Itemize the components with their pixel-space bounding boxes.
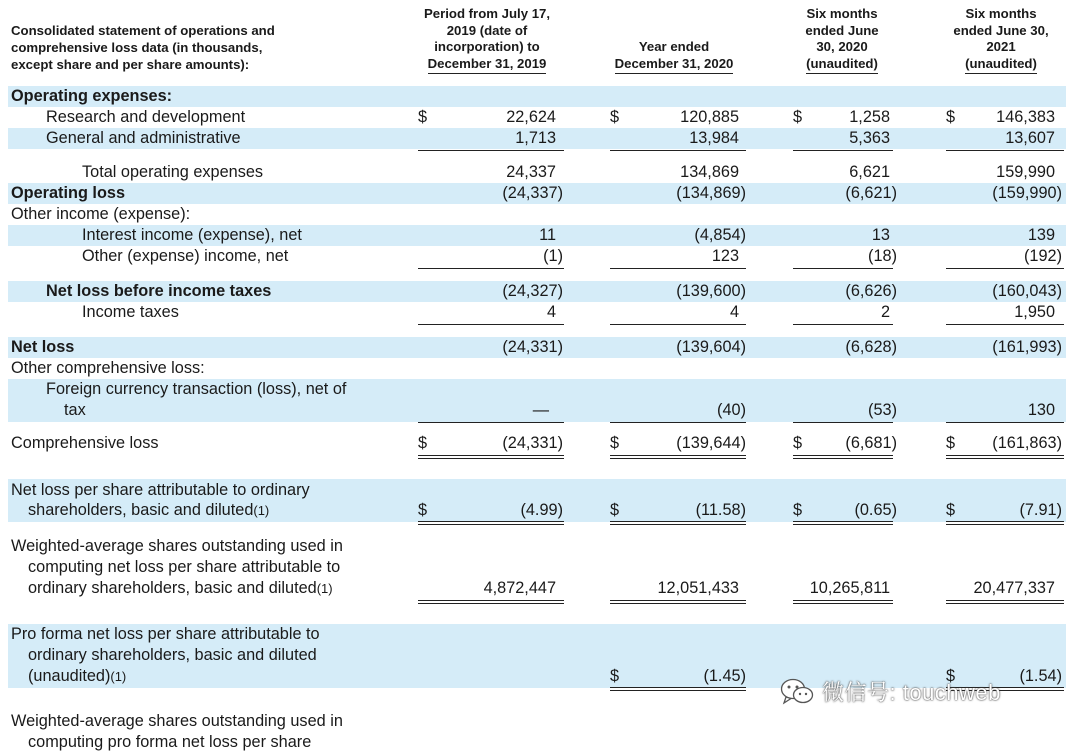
row-label-net-loss-per-share: Net loss per share attributable to ordinary bbox=[11, 481, 310, 499]
double-underline bbox=[793, 455, 893, 459]
row-label-foreign-currency: Foreign currency transaction (loss), net of bbox=[46, 380, 347, 398]
double-underline bbox=[418, 600, 564, 604]
cell-value: 24,337 bbox=[506, 163, 556, 181]
underline bbox=[610, 150, 746, 151]
cell-value: 13,984 bbox=[689, 129, 739, 147]
cell-value: (6,621) bbox=[845, 184, 897, 202]
cell-value: 2 bbox=[880, 303, 890, 321]
underline bbox=[946, 422, 1064, 423]
cell-value: (159,990) bbox=[992, 184, 1062, 202]
currency-symbol: $ bbox=[610, 108, 620, 126]
statement-title-line: Consolidated statement of operations and bbox=[11, 23, 275, 38]
cell-value: (24,327) bbox=[502, 282, 563, 300]
double-underline bbox=[610, 600, 746, 604]
column-header-line: (unaudited) bbox=[806, 56, 878, 74]
cell-value: (40) bbox=[717, 401, 746, 419]
cell-value: (139,604) bbox=[676, 338, 746, 356]
underline bbox=[418, 324, 564, 325]
currency-symbol: $ bbox=[946, 434, 956, 452]
row-label-pro-forma-cont bbox=[28, 666, 126, 687]
row-label-other-expense-income: Other (expense) income, net bbox=[82, 247, 289, 265]
row-label-foreign-currency-cont: tax bbox=[64, 401, 86, 419]
cell-value: 146,383 bbox=[996, 108, 1055, 126]
cell-value: 4 bbox=[546, 303, 556, 321]
cell-value: 134,869 bbox=[680, 163, 739, 181]
cell-value: (7.91) bbox=[1019, 501, 1062, 519]
cell-value: (1) bbox=[543, 247, 563, 265]
row-label-weighted-average-pro-forma: Weighted-average shares outstanding used in bbox=[11, 712, 343, 730]
underline bbox=[610, 268, 746, 269]
cell-value: (139,600) bbox=[676, 282, 746, 300]
cell-value: (6,626) bbox=[845, 282, 897, 300]
double-underline bbox=[946, 455, 1064, 459]
cell-value: 1,950 bbox=[1014, 303, 1055, 321]
row-label-net-loss-before-taxes: Net loss before income taxes bbox=[46, 282, 272, 300]
cell-value: 5,363 bbox=[849, 129, 890, 147]
cell-value: 139 bbox=[1027, 226, 1055, 244]
row-label-research-development: Research and development bbox=[46, 108, 246, 126]
underline bbox=[946, 324, 1064, 325]
column-header-line: incorporation) to bbox=[434, 39, 540, 55]
row-label-other-comprehensive-loss: Other comprehensive loss: bbox=[11, 359, 205, 377]
underline bbox=[793, 150, 893, 151]
currency-symbol: $ bbox=[946, 667, 956, 685]
cell-value: (161,993) bbox=[992, 338, 1062, 356]
currency-symbol: $ bbox=[793, 434, 803, 452]
cell-value: (24,331) bbox=[502, 338, 563, 356]
row-label-operating-loss: Operating loss bbox=[11, 184, 125, 202]
label-text: (unaudited) bbox=[28, 667, 111, 685]
column-header-line: December 31, 2019 bbox=[428, 56, 547, 74]
underline bbox=[418, 422, 564, 423]
cell-value: (53) bbox=[868, 401, 897, 419]
underline bbox=[793, 422, 893, 423]
row-label-pro-forma-cont: ordinary shareholders, basic and diluted bbox=[28, 646, 317, 664]
footnote-ref: (1) bbox=[316, 581, 333, 596]
cell-value: (24,337) bbox=[502, 184, 563, 202]
column-header-line: December 31, 2020 bbox=[615, 56, 734, 74]
watermark-text: 微信号: touchweb bbox=[822, 680, 1001, 705]
row-label-operating-expenses: Operating expenses: bbox=[11, 87, 173, 105]
row-label-other-income: Other income (expense): bbox=[11, 205, 191, 223]
underline bbox=[793, 268, 893, 269]
cell-value: 13,607 bbox=[1005, 129, 1055, 147]
column-header-line: ended June bbox=[805, 22, 879, 38]
cell-value: 6,621 bbox=[849, 163, 890, 181]
column-header-line: 2019 (date of bbox=[446, 22, 528, 38]
cell-value: (4,854) bbox=[694, 226, 746, 244]
statement-title-line: except share and per share amounts): bbox=[11, 57, 250, 72]
row-label-net-loss-per-share-cont bbox=[28, 500, 269, 521]
column-header-line: 30, 2020 bbox=[816, 39, 868, 55]
cell-value: 1,258 bbox=[849, 108, 890, 126]
cell-value: (192) bbox=[1023, 247, 1062, 265]
underline bbox=[610, 422, 746, 423]
underline bbox=[946, 268, 1064, 269]
cell-value: — bbox=[532, 401, 549, 419]
double-underline bbox=[610, 521, 746, 525]
underline bbox=[418, 268, 564, 269]
cell-value: 123 bbox=[711, 247, 739, 265]
double-underline bbox=[946, 521, 1064, 525]
column-header-2019 bbox=[404, 6, 570, 74]
row-label-weighted-average-shares-cont bbox=[28, 578, 333, 599]
cell-value: (0.65) bbox=[854, 501, 897, 519]
cell-value: 4 bbox=[729, 303, 739, 321]
currency-symbol: $ bbox=[946, 108, 956, 126]
cell-value: (24,331) bbox=[502, 434, 563, 452]
row-label-weighted-average-pro-forma-cont: computing pro forma net loss per share bbox=[28, 733, 312, 751]
wechat-watermark bbox=[780, 676, 1001, 707]
row-label-net-loss: Net loss bbox=[11, 338, 75, 356]
cell-value: (11.58) bbox=[695, 501, 746, 519]
column-header-line: (unaudited) bbox=[965, 56, 1037, 74]
underline bbox=[793, 324, 893, 325]
cell-value: 12,051,433 bbox=[657, 579, 739, 597]
double-underline bbox=[418, 455, 564, 459]
statement-title-line: comprehensive loss data (in thousands, bbox=[11, 40, 263, 55]
row-label-pro-forma: Pro forma net loss per share attributable to bbox=[11, 625, 320, 643]
currency-symbol: $ bbox=[610, 667, 620, 685]
column-header-line: Six months bbox=[965, 5, 1037, 21]
currency-symbol: $ bbox=[418, 108, 428, 126]
cell-value: (161,863) bbox=[992, 434, 1062, 452]
column-header-line: Six months bbox=[806, 5, 878, 21]
row-label-interest-income: Interest income (expense), net bbox=[82, 226, 302, 244]
cell-value: (6,628) bbox=[845, 338, 897, 356]
label-text: shareholders, basic and diluted bbox=[28, 501, 254, 519]
row-label-total-operating-expenses: Total operating expenses bbox=[82, 163, 264, 181]
cell-value: (1.54) bbox=[1019, 667, 1062, 685]
cell-value: (134,869) bbox=[676, 184, 746, 202]
cell-value: 22,624 bbox=[506, 108, 556, 126]
underline bbox=[946, 150, 1064, 151]
column-header-h1-2020 bbox=[782, 6, 902, 74]
currency-symbol: $ bbox=[610, 434, 620, 452]
cell-value: 13 bbox=[871, 226, 890, 244]
currency-symbol: $ bbox=[793, 108, 803, 126]
column-header-line: Period from July 17, bbox=[423, 5, 551, 21]
cell-value: 11 bbox=[539, 226, 556, 244]
cell-value: (1.45) bbox=[703, 667, 746, 685]
row-label-general-administrative: General and administrative bbox=[46, 129, 241, 147]
cell-value: (160,043) bbox=[992, 282, 1062, 300]
currency-symbol: $ bbox=[793, 501, 803, 519]
cell-value: 130 bbox=[1027, 401, 1055, 419]
column-header-line: ended June 30, bbox=[953, 22, 1049, 38]
currency-symbol: $ bbox=[418, 434, 428, 452]
column-header-line: 2021 bbox=[986, 39, 1016, 55]
statement-title bbox=[11, 22, 341, 73]
footnote-ref: (1) bbox=[110, 669, 127, 684]
currency-symbol: $ bbox=[610, 501, 620, 519]
cell-value: 159,990 bbox=[996, 163, 1055, 181]
cell-value: (6,681) bbox=[845, 434, 897, 452]
cell-value: (4.99) bbox=[520, 501, 563, 519]
underline bbox=[418, 150, 564, 151]
row-label-comprehensive-loss: Comprehensive loss bbox=[11, 434, 159, 452]
cell-value: 1,713 bbox=[515, 129, 556, 147]
wechat-icon bbox=[780, 678, 814, 706]
footnote-ref: (1) bbox=[253, 503, 270, 518]
label-text: ordinary shareholders, basic and diluted bbox=[28, 579, 317, 597]
cell-value: 4,872,447 bbox=[483, 579, 556, 597]
underline bbox=[610, 324, 746, 325]
double-underline bbox=[946, 600, 1064, 604]
row-label-income-taxes: Income taxes bbox=[82, 303, 179, 321]
row-label-weighted-average-shares-cont: computing net loss per share attributable to bbox=[28, 558, 341, 576]
cell-value: 20,477,337 bbox=[973, 579, 1055, 597]
cell-value: 120,885 bbox=[680, 108, 739, 126]
double-underline bbox=[793, 521, 893, 525]
column-header-2020 bbox=[598, 6, 750, 74]
double-underline bbox=[793, 600, 893, 604]
double-underline bbox=[610, 687, 746, 691]
cell-value: (18) bbox=[868, 247, 897, 265]
row-label-weighted-average-shares: Weighted-average shares outstanding used in bbox=[11, 537, 343, 555]
double-underline bbox=[610, 455, 746, 459]
currency-symbol: $ bbox=[946, 501, 956, 519]
double-underline bbox=[418, 521, 564, 525]
column-header-h1-2021 bbox=[940, 6, 1062, 74]
cell-value: (139,644) bbox=[676, 434, 746, 452]
cell-value: 10,265,811 bbox=[809, 579, 890, 597]
currency-symbol: $ bbox=[418, 501, 428, 519]
column-header-line: Year ended bbox=[638, 39, 710, 55]
